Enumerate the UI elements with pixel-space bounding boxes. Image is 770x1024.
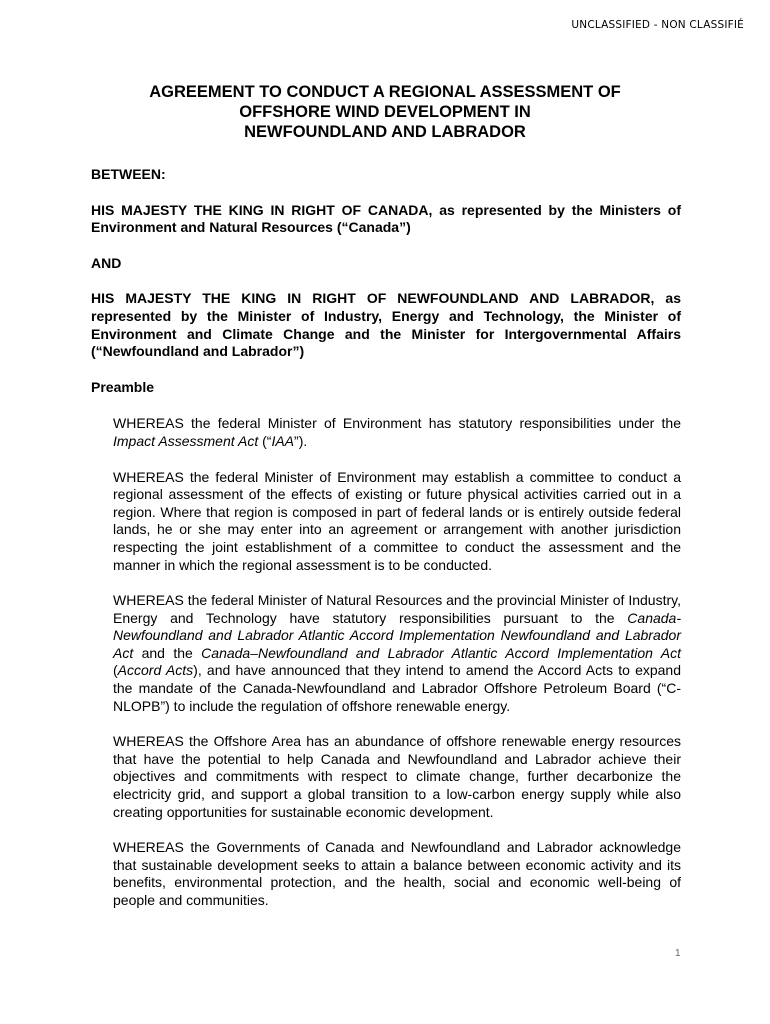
document-title <box>60 82 710 142</box>
act-name-italic: Impact Assessment Act <box>113 432 259 449</box>
clause-text: ( <box>113 662 118 679</box>
act-abbrev-italic: Accord Acts <box>117 662 194 679</box>
whereas-clause-3 <box>113 592 681 715</box>
clause-text: (“ <box>258 432 272 449</box>
act-abbrev-italic: IAA <box>271 432 295 449</box>
whereas-clause-4: WHEREAS the Offshore Area has an abundance of offshore renewable energy resources that have the potential to help Canada and Newfoundland and Labrador achieve their objectives and commitments with respect to climate change, further decarbonize the electricity grid, and support a global transition to a low-carbon energy supply while also creating opportunities for sustainable economic development. <box>113 733 681 820</box>
between-label: BETWEEN: <box>91 166 166 182</box>
document-body <box>91 166 681 928</box>
clause-text: WHEREAS the federal Minister of Natural Resources and the provincial Minister of Industry, Energy and Technology have statutory responsibilities pursuant to the <box>113 592 681 626</box>
act-name-italic: Canada–Newfoundland and Labrador Atlantic Accord Implementation Act <box>201 644 681 661</box>
clause-text: WHEREAS the federal Minister of Environment has statutory responsibilities under the <box>113 415 681 432</box>
party-newfoundland-labrador: HIS MAJESTY THE KING IN RIGHT OF NEWFOUNDLAND AND LABRADOR, as represented by the Minister of Industry, Energy and Technology, the Minister of Environment and Climate Change and the Minister for Intergovernmental Affairs (“Newfoundland and Labrador”) <box>91 290 681 360</box>
party-canada: HIS MAJESTY THE KING IN RIGHT OF CANADA, as represented by the Ministers of Environment and Natural Resources (“Canada”) <box>91 201 681 236</box>
preamble-heading: Preamble <box>91 378 155 395</box>
clause-text: ), and have announced that they intend to amend the Accord Acts to expand the mandate of the Canada-Newfoundland and Labrador Offshore Petroleum Board (“C-NLOPB”) to include the regulation of offshore renewable energy. <box>113 662 682 714</box>
clause-text: ”). <box>294 432 308 449</box>
and-label: AND <box>91 254 122 271</box>
title-line-1: AGREEMENT TO CONDUCT A REGIONAL ASSESSMENT OF <box>149 83 621 101</box>
classification-header: UNCLASSIFIED - NON CLASSIFIÉ <box>571 19 744 31</box>
title-line-2: OFFSHORE WIND DEVELOPMENT IN <box>239 103 531 121</box>
act-name-italic: Canada-Newfoundland and Labrador Atlantic Accord Implementation Newfoundland and Labrador Act <box>113 609 681 661</box>
page-number: 1 <box>675 948 681 959</box>
whereas-clause-1 <box>113 415 681 450</box>
whereas-clause-2: WHEREAS the federal Minister of Environment may establish a committee to conduct a regional assessment of the effects of existing or future physical activities carried out in a region. Where that region is composed in part of federal lands or is entirely outside federal lands, he or she may enter into an agreement or arrangement with another jurisdiction respecting the joint establishment of a committee to conduct the assessment and the manner in which the regional assessment is to be conducted. <box>113 468 681 573</box>
title-line-3: NEWFOUNDLAND AND LABRADOR <box>244 123 526 141</box>
clause-text: and the <box>133 644 202 661</box>
whereas-clause-5: WHEREAS the Governments of Canada and Newfoundland and Labrador acknowledge that sustainable development seeks to attain a balance between economic activity and its benefits, environmental protection, and the health, social and economic well-being of people and communities. <box>113 839 681 908</box>
